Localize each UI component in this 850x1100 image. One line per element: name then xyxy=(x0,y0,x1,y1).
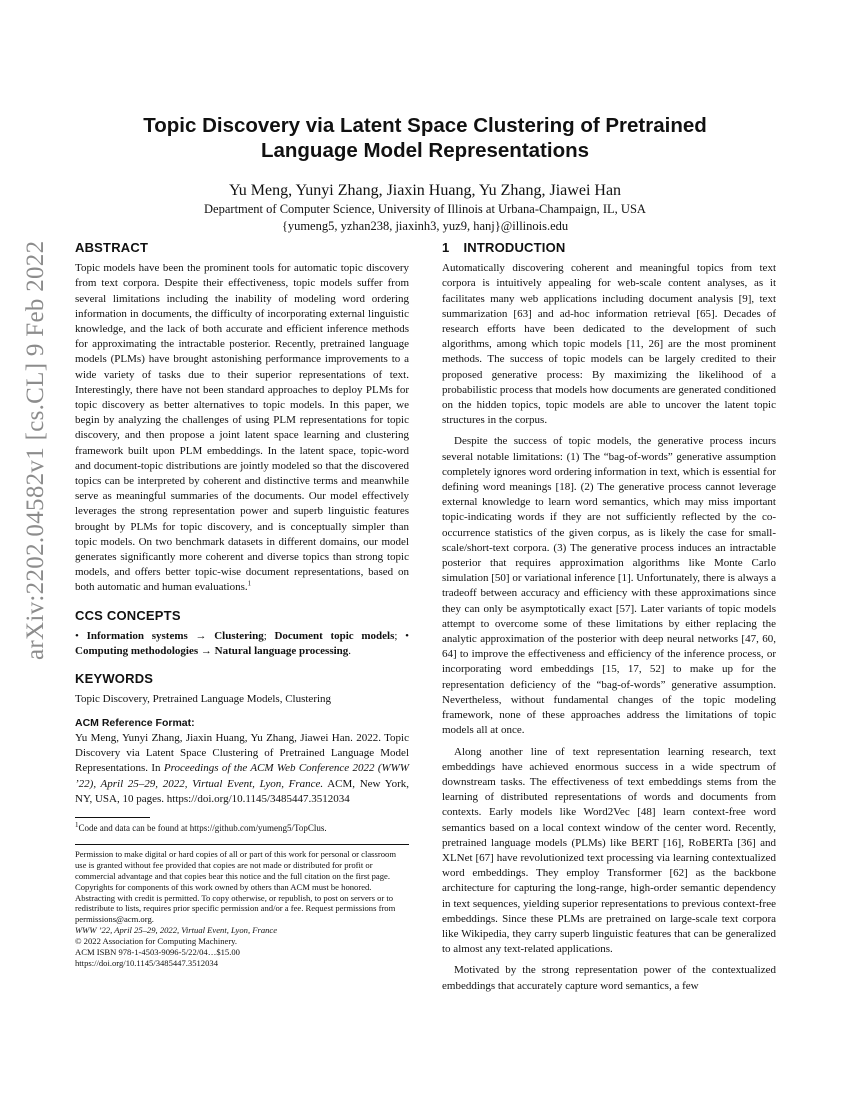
abstract-text xyxy=(75,261,409,595)
abstract-body: Topic models have been the prominent tools for automatic topic discovery from text corpora. Despite their effectiveness, topic models suffer from several limitations including the inability of modeling word ordering information in documents, the difficulty of incorporating external linguistic knowledge, and the lack of both accurate and efficient inference methods for approximating the intractable posterior. Recently, pretrained language models (PLMs) have brought astonishing performance improvements to a wide variety of tasks due to their superior representations of text. Interestingly, there have not been standard approaches to deploy PLMs for topic discovery as better alternatives to topic models. In this paper, we begin by analyzing the challenges of using PLM representations for topic discovery, and then propose a joint latent space learning and clustering framework built upon PLM embeddings. In the latent space, topic-word and document-topic distributions are jointly modeled so that the discovered topics can be interpreted by coherent and distinctive terms and meanwhile serve as meaningful summaries of the documents. Our model effectively leverages the strong representation power and superb linguistic features brought by PLMs for topic discovery, and is conceptually simpler than topic models. On two benchmark datasets in different domains, our model generates significantly more coherent and diverse topics than strong topic models, and offers better topic-wise document representations, based on both automatic and human evaluations. xyxy=(75,262,409,594)
isbn-line: ACM ISBN 978-1-4503-9096-5/22/04…$15.00 xyxy=(75,947,240,958)
keywords-text: Topic Discovery, Pretrained Language Models, Clustering xyxy=(75,693,332,706)
author-emails: {yumeng5, yzhan238, jiaxinh3, yuz9, hanj}@illinois.edu xyxy=(281,219,569,233)
right-column xyxy=(442,240,776,994)
ccs-term: Information systems xyxy=(86,629,188,642)
ccs-term: Clustering xyxy=(214,629,264,642)
paper-title xyxy=(70,113,780,163)
intro-heading xyxy=(442,240,776,255)
doi-line: https://doi.org/10.1145/3485447.3512034 xyxy=(75,957,218,968)
ccs-term: Computing methodologies xyxy=(75,645,199,658)
keywords-heading: KEYWORDS xyxy=(75,671,154,687)
ccs-arrow: → xyxy=(195,629,207,642)
acm-ref-text xyxy=(75,731,409,807)
title-line-2: Language Model Representations xyxy=(260,139,590,162)
permission-block xyxy=(75,849,409,969)
footnote-rule xyxy=(75,817,150,818)
ccs-sep: ; xyxy=(263,629,267,642)
ccs-term: Natural language processing xyxy=(214,645,349,658)
footnote-text: Code and data can be found at https://github.com/yumeng5/TopClus. xyxy=(78,822,327,833)
ccs-sep: ; xyxy=(394,629,398,642)
permission-rule xyxy=(75,844,409,845)
paper-header xyxy=(70,113,780,235)
acm-ref-part: Yu Meng, Yunyi Zhang, Jiaxin Huang, Yu Zhang, Jiawei Han. 2022. Topic Discovery via Latent Space Clustering of Pretrained Language Model Representations. In xyxy=(75,731,409,775)
ccs-concepts: • Information systems → Clustering; Document topic models; • Computing methodologies → Natural language processing. xyxy=(75,629,410,658)
left-column xyxy=(75,240,409,969)
section-number: 1 xyxy=(442,240,450,255)
ccs-term: Document topic models xyxy=(274,629,395,642)
footnote xyxy=(75,822,409,834)
affiliation: Department of Computer Science, University of Illinois at Urbana-Champaign, IL, USA xyxy=(204,202,646,216)
acm-ref-heading: ACM Reference Format: xyxy=(75,716,195,729)
permission-text: Permission to make digital or hard copies of all or part of this work for personal or classroom use is granted without fee provided that copies are not made or distributed for profit or commercial advantage and that copies bear this notice and the full citation on the first page. Copyrights for components of this work owned by others than ACM must be honored. Abstracting with credit is permitted. To copy otherwise, or republish, to post on servers or to redistribute to lists, requires prior specific permission and/or a fee. Request permissions from permissions@acm.org. xyxy=(75,848,396,925)
title-line-1: Topic Discovery via Latent Space Clustering of Pretrained xyxy=(143,114,707,137)
ccs-heading: CCS CONCEPTS xyxy=(75,607,181,623)
abstract-footnote-mark: 1 xyxy=(247,579,252,588)
intro-paragraph: Automatically discovering coherent and meaningful topics from text corpora is intuitively appealing for web-scale content analyses, as it facilitates many web applications including document analysis [9], text summarization [63] and ad-hoc information retrieval [65]. Decades of research efforts have been dedicated to the development of such algorithms, among which topic models [11, 26] are the most prominent methods. The success of topic models can be largely credited to their proposed generative process: By maximizing the likelihood of a probabilistic process that models how documents are generated conditioned on the hidden topics, topic models are able to uncover the latent topic structures in the corpus. xyxy=(442,262,776,427)
intro-paragraph: Motivated by the strong representation power of the contextualized embeddings that accurately capture word semantics, a few xyxy=(442,964,776,992)
intro-paragraph: Along another line of text representation learning research, text embeddings have achieved enormous success in a wide spectrum of downstream tasks. The effectiveness of text embeddings stems from the learning of distributed representations of words and documents from contexts. Early models like Word2Vec [48] learn context-free word semantics based on a local context window of the center word. Recently, pretrained language models (PLMs) like BERT [16], RoBERTa [36] and XLNet [67] have revolutionized text processing via learning contextualized word embeddings. They employ Transformer [62] as the backbone architecture for capturing the long-range, high-order semantic dependency in text sequences, yielding superior representations to previous context-free embeddings. Since these PLMs are pretrained on large-scale text corpora like Wikipedia, they carry superb linguistic features that can be generalized to almost any text-related applications. xyxy=(442,745,776,956)
section-title: INTRODUCTION xyxy=(463,240,566,255)
acm-ref-part: ACM, New York, NY, USA, 10 pages. https://doi.org/10.1145/3485447.3512034 xyxy=(75,777,409,805)
authors: Yu Meng, Yunyi Zhang, Jiaxin Huang, Yu Zhang, Jiawei Han xyxy=(228,182,622,199)
acm-ref-venue: Proceedings of the ACM Web Conference 2022 (WWW ’22), April 25–29, 2022, Virtual Event, Lyon, France. xyxy=(75,762,409,790)
arxiv-id: arXiv:2202.04582v1 [cs.CL] 9 Feb 2022 xyxy=(22,240,49,660)
intro-paragraph: Despite the success of topic models, the generative process incurs several notable limitations: (1) The “bag-of-words” generative assumption completely ignores word ordering information in text, which is essential for defining word meanings [18]. (2) The generative process cannot leverage external knowledge to learn word semantics, which may miss important topic-indicating words if they are not sufficiently reflected by the co-occurrence statistics of the given corpus, as is likely the case for small-scale/short-text corpora. (3) The generative process induces an intractable posterior that requires approximation algorithms like Monte Carlo simulation [50] or variational inference [1]. Unfortunately, there is always a tradeoff between accuracy and efficiency with these approximations since they can only be asymptotically exact [57]. Later variants of topic models attempt to overcome some of these limitations by either replacing the analytic approximation of the posterior with deep neural networks [47, 60, 64] to improve the effectiveness and efficiency of the inference process, or incorporating word embeddings [15, 17, 52] to make up for the representation deficiency of the “bag-of-words” generative assumption. Nevertheless, without fundamental changes of the topic modeling framework, none of these approaches address the limitations of topic models all at once. xyxy=(442,435,776,737)
abstract-heading: ABSTRACT xyxy=(75,240,149,255)
ccs-end: . xyxy=(348,645,352,658)
ccs-arrow: → xyxy=(200,645,212,658)
copyright-line: © 2022 Association for Computing Machinery. xyxy=(75,936,238,947)
conference-line: WWW ’22, April 25–29, 2022, Virtual Event, Lyon, France xyxy=(75,925,278,936)
footnote-mark: 1 xyxy=(75,820,79,829)
